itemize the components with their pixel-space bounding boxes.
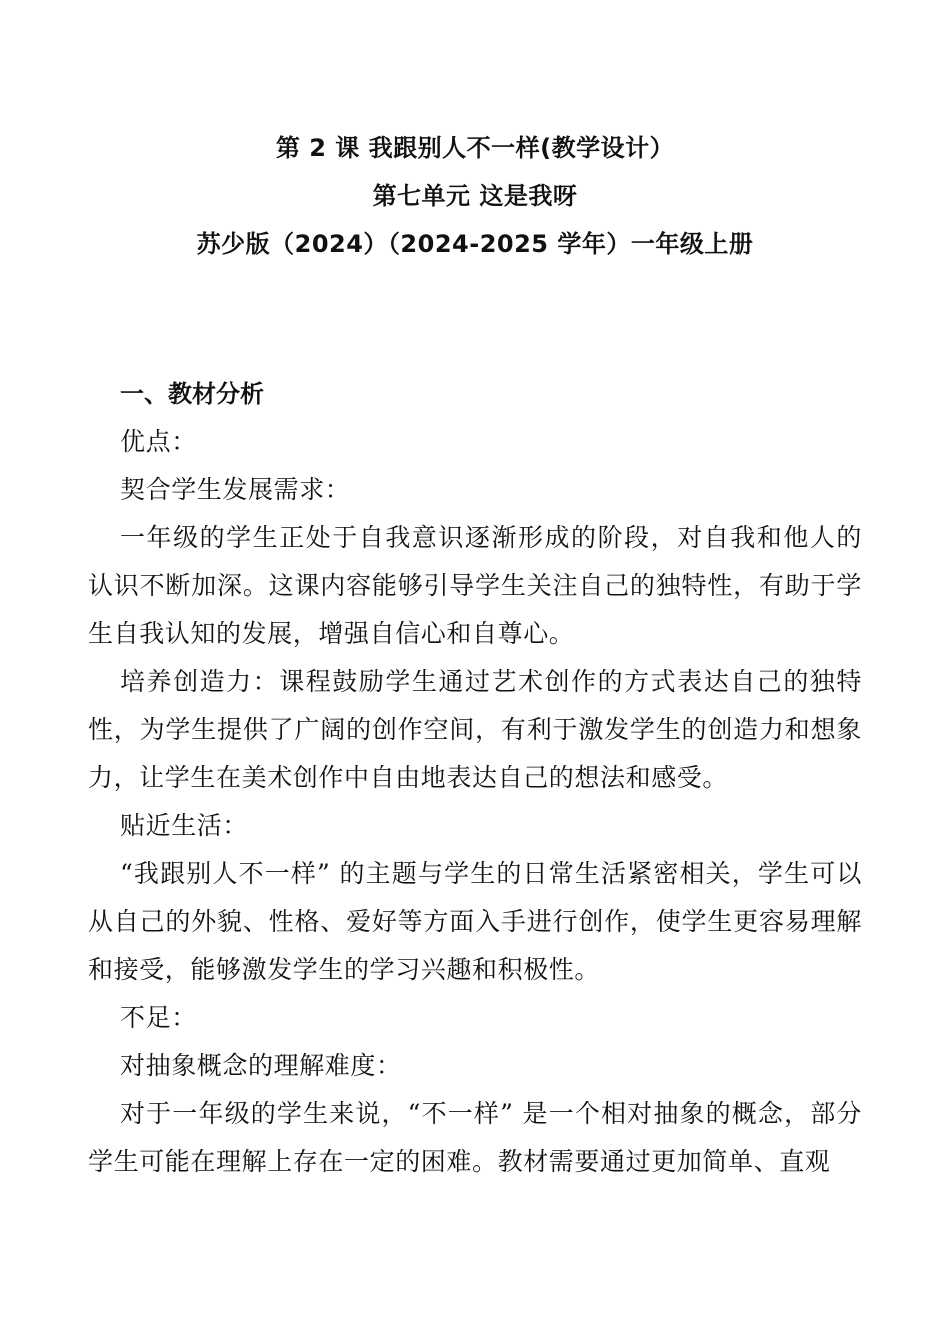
advantages-label: 优点： [120,427,197,456]
lesson-title: 第 2 课 我跟别人不一样(教学设计） [275,134,675,162]
point3-paragraph: “我跟别人不一样” 的主题与学生的日常生活紧密相关，学生可以从自己的外貌、性格、爱好等方面入手进行创作，使学生更容易理解和接受，能够激发学生的学习兴趣和积极性。 [88,859,862,984]
point1-label: 契合学生发展需求： [120,475,351,504]
unit-title: 第七单元 这是我呀 [372,182,578,210]
title-block [0,124,950,268]
edition-title: 苏少版（2024）（2024-2025 学年）一年级上册 [196,230,754,258]
point4-paragraph: 对于一年级的学生来说，“不一样” 是一个相对抽象的概念，部分学生可能在理解上存在一定的困难。教材需要通过更加简单、直观 [88,1099,862,1176]
document-body [88,370,862,1186]
point3-label: 贴近生活： [120,811,249,840]
shortcomings-label: 不足： [120,1003,197,1032]
point1-paragraph: 一年级的学生正处于自我意识逐渐形成的阶段，对自我和他人的认识不断加深。这课内容能够引导学生关注自己的独特性，有助于学生自我认知的发展，增强自信心和自尊心。 [88,523,862,648]
point4-label: 对抽象概念的理解难度： [120,1051,402,1080]
point2-paragraph: 培养创造力：课程鼓励学生通过艺术创作的方式表达自己的独特性，为学生提供了广阔的创作空间，有利于激发学生的创造力和想象力，让学生在美术创作中自由地表达自己的想法和感受。 [88,667,862,792]
section-heading-textbook-analysis: 一、教材分析 [120,380,264,408]
